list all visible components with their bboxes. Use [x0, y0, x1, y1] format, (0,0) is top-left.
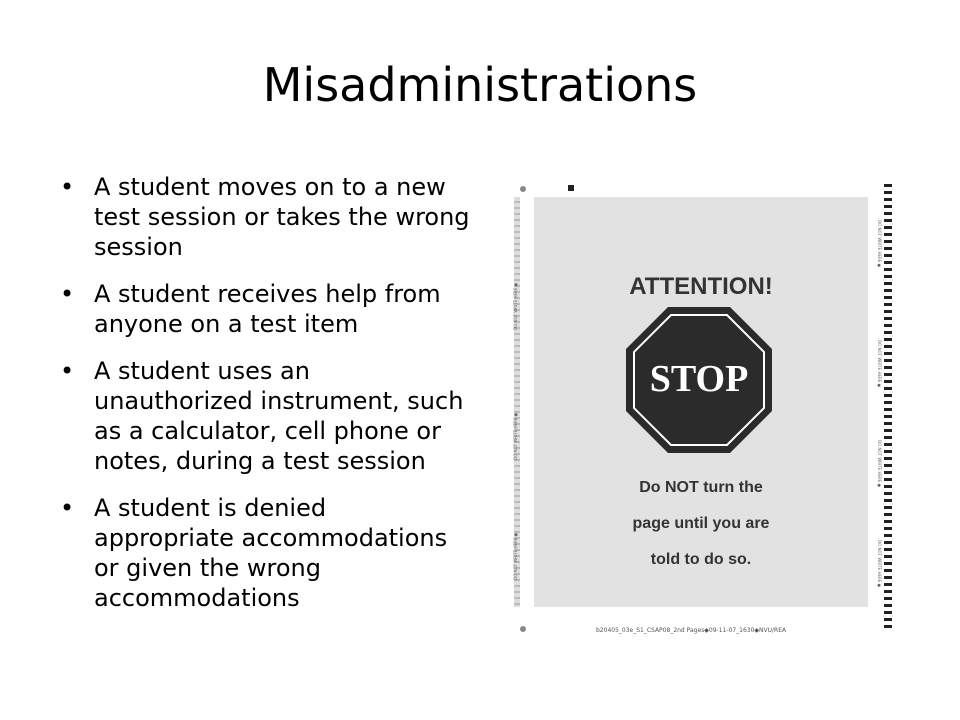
notice-line: page until you are	[632, 515, 770, 532]
bullet-item: • A student is denied appropriate accommodations or given the wrong accommodations	[60, 493, 470, 613]
timing-marks	[884, 184, 892, 628]
registration-dot	[520, 626, 526, 632]
registration-dot	[520, 186, 526, 192]
side-warning-text: DO NOT WRITE HERE ●	[513, 532, 518, 580]
stop-sign-text: STOP	[649, 358, 749, 400]
bullet-item: • A student moves on to a new test session or takes the wrong session	[60, 172, 470, 262]
notice-line: told to do so.	[650, 551, 752, 568]
test-booklet-page-image	[506, 180, 896, 640]
side-warning-text: DO NOT WRITE HERE ●	[513, 282, 518, 330]
gray-page-panel	[534, 197, 868, 607]
side-warning-text: DO NOT WRITE HERE ●	[877, 540, 882, 588]
side-warning-text: DO NOT WRITE HERE ●	[513, 412, 518, 460]
attention-heading: ATTENTION!	[629, 273, 773, 300]
bullet-item: • A student receives help from anyone on a test item	[60, 279, 470, 339]
notice-line: Do NOT turn the	[639, 479, 763, 496]
registration-mark	[568, 185, 574, 191]
side-warning-text: DO NOT WRITE HERE ●	[877, 440, 882, 488]
side-warning-text: DO NOT WRITE HERE ●	[877, 220, 882, 268]
stop-sign-icon	[624, 305, 774, 455]
footer-code: b20405_03e_S1_CSAP08_2nd Pages◆09-11-07_1630◆NVU/REA	[596, 627, 787, 634]
side-warning-text: DO NOT WRITE HERE ●	[877, 340, 882, 388]
bullet-item: • A student uses an unauthorized instrument, such as a calculator, cell phone or notes, during a test session	[60, 356, 470, 476]
slide-title: Misadministrations	[262, 58, 698, 112]
bullet-list	[60, 172, 470, 630]
